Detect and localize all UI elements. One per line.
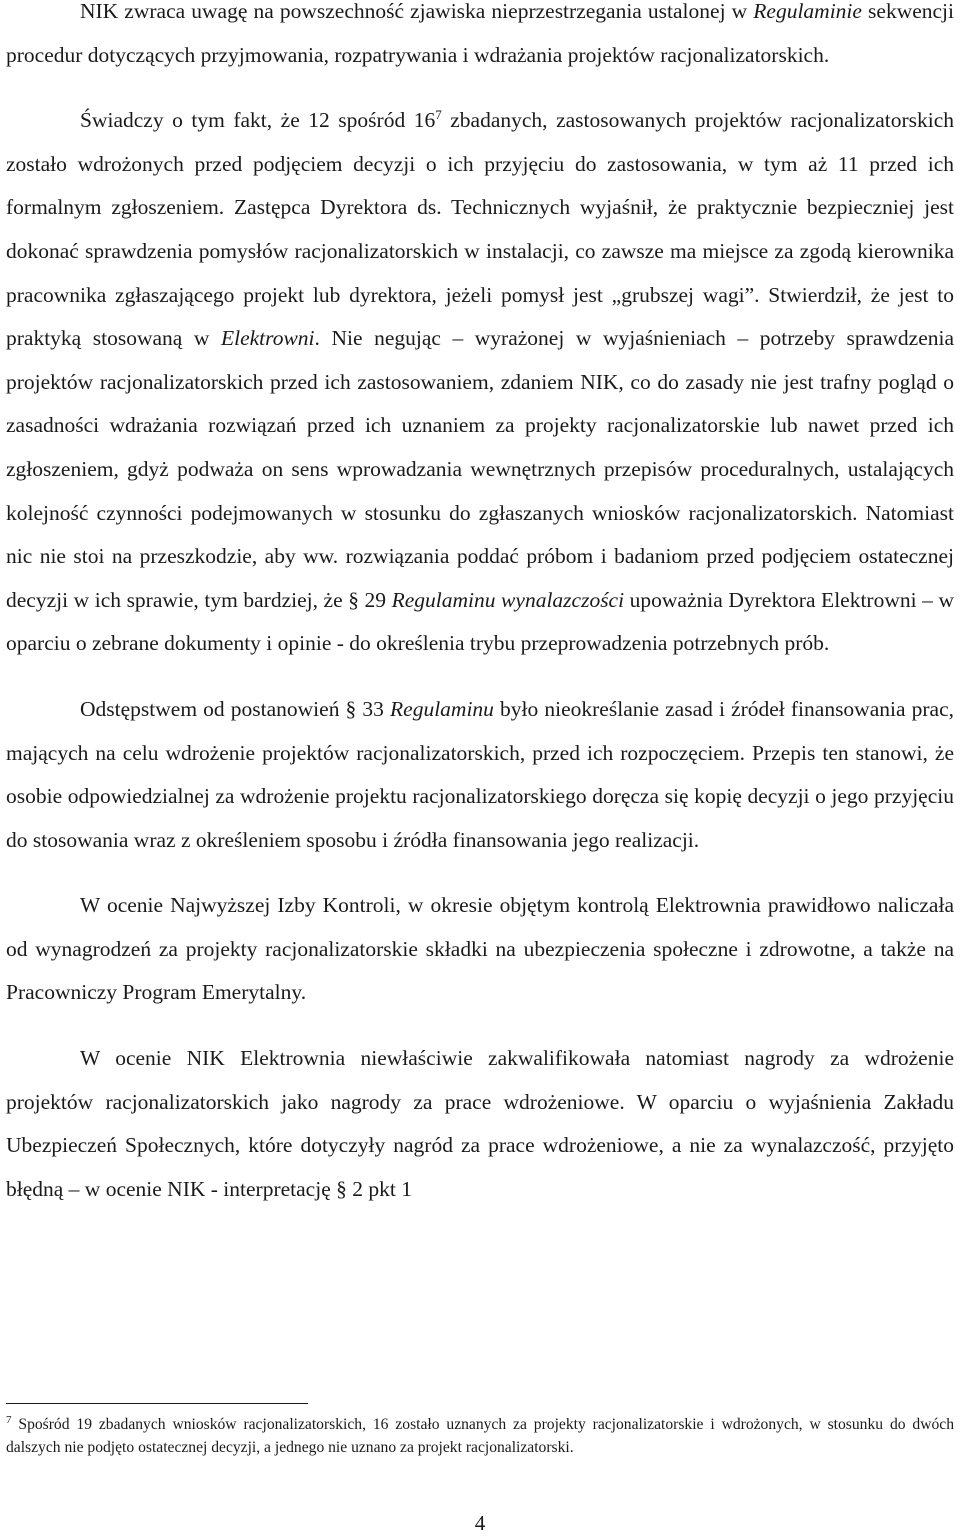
footnote-text: Spośród 19 zbadanych wniosków racjonalizatorskich, 16 zostało uznanych za projekty racjonalizatorskie i wdrożonych, w stosunku do dwóch dalszych nie podjęto ostatecznej decyzji, a jednego nie uznano za projekt racjonalizatorski. <box>6 1416 954 1456</box>
p1-italic-regulaminie: Regulaminie <box>753 0 862 23</box>
p2-italic-elektrowni: Elektrowni <box>220 326 315 351</box>
p1-text-2: sekwencji procedur dotyczących przyjmowania, rozpatrywania i wdrażania projektów racjonalizatorskich. <box>6 0 954 67</box>
p2-text-4: upoważnia Dyrektora Elektrowni – w oparciu o zebrane dokumenty i opinie - do określenia trybu przeprowadzenia potrzebnych prób. <box>6 587 954 656</box>
paragraph-5 <box>6 1037 954 1211</box>
footnote-marker: 7 <box>6 1414 12 1426</box>
footnote-reference-7: 7 <box>435 107 442 123</box>
p3-italic-regulaminu: Regulaminu <box>390 696 494 721</box>
p3-text-1: Odstępstwem od postanowień § 33 <box>80 696 391 721</box>
p2-text-3: . Nie negując – wyrażonej w wyjaśnieniach – potrzeby sprawdzenia projektów racjonalizatorskich przed ich zastosowaniem, zdaniem NIK, co do zasady nie jest trafny pogląd o zasadności wdrażania rozwiązań przed ich uznaniem za projekty racjonalizatorskie lub nawet przed ich zgłoszeniem, gdyż podważa on sens wprowadzania wewnętrznych przepisów proceduralnych, ustalających kolejność czynności podejmowanych w stosunku do zgłaszanych wniosków racjonalizatorskich. Natomiast nic nie stoi na przeszkodzie, aby ww. rozwiązania poddać próbom i badaniom przed podjęciem ostatecznej decyzji w ich sprawie, tym bardziej, że § 29 <box>6 326 954 612</box>
page-number: 4 <box>474 1511 486 1535</box>
paragraph-4 <box>6 884 954 1015</box>
paragraph-2 <box>6 99 954 666</box>
p2-text-2: zbadanych, zastosowanych projektów racjonalizatorskich zostało wdrożonych przed podjęciem decyzji o ich przyjęciu do zastosowania, w tym aż 11 przed ich formalnym zgłoszeniem. Zastępca Dyrektora ds. Technicznych wyjaśnił, że praktycznie bezpieczniej jest dokonać sprawdzenia pomysłów racjonalizatorskich w instalacji, co zawsze ma miejsce za zgodą kierownika pracownika zgłaszającego projekt lub dyrektora, jeżeli pomysł jest „grubszej wagi”. Stwierdził, że jest to praktyką stosowaną w <box>6 108 955 351</box>
paragraph-3 <box>6 688 954 862</box>
footnote-7 <box>6 1413 954 1459</box>
p3-text-2: było nieokreślanie zasad i źródeł finansowania prac, mających na celu wdrożenie projektów racjonalizatorskich, przed ich rozpoczęciem. Przepis ten stanowi, że osobie odpowiedzialnej za wdrożenie projektu racjonalizatorskiego doręcza się kopię decyzji o jego przyjęciu do stosowania wraz z określeniem sposobu i źródła finansowania jego realizacji. <box>6 696 954 852</box>
footnote-separator <box>6 1403 308 1404</box>
p2-italic-regulaminu-wynalazczosci: Regulaminu wynalazczości <box>391 587 625 612</box>
p5-text-1: W ocenie NIK Elektrownia niewłaściwie zakwalifikowała natomiast nagrody za wdrożenie projektów racjonalizatorskich jako nagrody za prace wdrożeniowe. W oparciu o wyjaśnienia Zakładu Ubezpieczeń Społecznych, które dotyczyły nagród za prace wdrożeniowe, a nie za wynalazczość, przyjęto błędną – w ocenie NIK - interpretację § 2 pkt 1 <box>6 1046 954 1201</box>
p2-text-1: Świadczy o tym fakt, że 12 spośród 16 <box>80 108 436 133</box>
document-page <box>6 0 954 1211</box>
p1-text-1: NIK zwraca uwagę na powszechność zjawiska nieprzestrzegania ustalonej w <box>80 0 754 23</box>
paragraph-1 <box>6 0 954 77</box>
p4-text-1: W ocenie Najwyższej Izby Kontroli, w okresie objętym kontrolą Elektrownia prawidłowo naliczała od wynagrodzeń za projekty racjonalizatorskie składki na ubezpieczenia społeczne i zdrowotne, a także na Pracowniczy Program Emerytalny. <box>6 893 954 1005</box>
